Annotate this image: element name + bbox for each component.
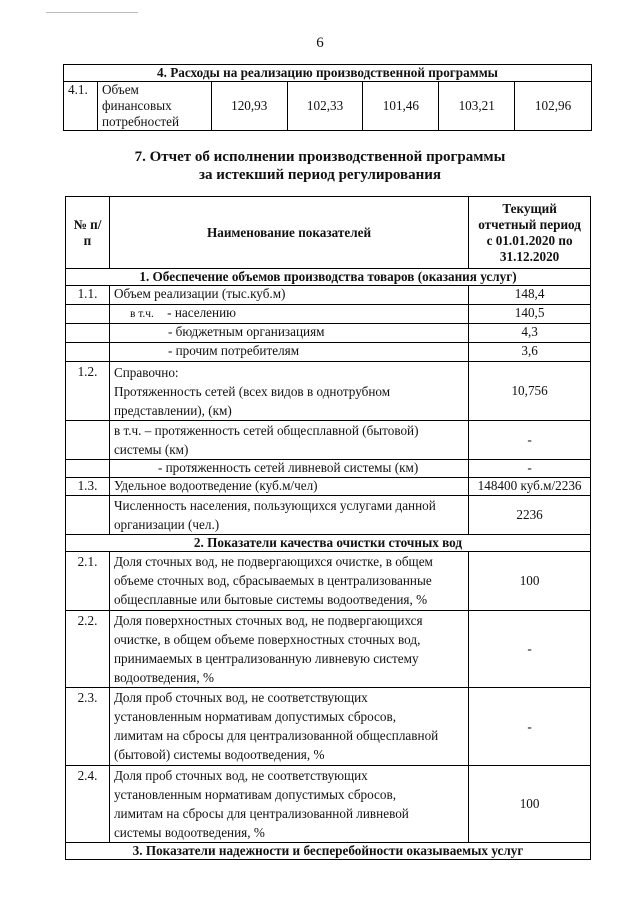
row-number: [66, 324, 110, 343]
name-line: финансовых: [101, 98, 172, 113]
row-value: -: [469, 688, 591, 766]
col-header-num-text: № п/п: [73, 216, 102, 248]
row-number: [66, 496, 110, 535]
row-name: Объем реализации (тыс.куб.м): [109, 286, 468, 305]
row-number: [66, 460, 110, 478]
name-line: Протяженность сетей (всех видов в однотрубном: [113, 384, 391, 399]
table-row: [66, 362, 591, 421]
row-number: 2.3.: [66, 688, 110, 766]
table-expenses: [63, 64, 592, 131]
section-header: 1. Обеспечение объемов производства товаров (оказания услуг): [66, 269, 591, 286]
row-name: [109, 688, 468, 766]
section-header: 2. Показатели качества очистки сточных вод: [66, 535, 591, 552]
table-row: [66, 552, 591, 611]
row-value: -: [469, 611, 591, 688]
row-name: [109, 766, 468, 843]
row-number: [66, 421, 110, 460]
col-header-period: [469, 197, 591, 269]
row-number: 1.3.: [66, 478, 110, 496]
row-value: 10,756: [469, 362, 591, 421]
table-row: [66, 324, 591, 343]
name-line: Доля поверхностных сточных вод, не подвергающихся: [113, 613, 423, 628]
name-line: представлении), (км): [113, 403, 232, 418]
row-number: [66, 343, 110, 362]
row-number: 4.1.: [64, 82, 98, 131]
section-title-line2: за истекший период регулирования: [198, 167, 442, 183]
value-cell: 102,33: [287, 82, 363, 131]
row-name: - протяженность сетей ливневой системы (км): [109, 460, 468, 478]
name-line: принимаемых в централизованную ливневую систему: [113, 651, 419, 666]
name-line: организации (чел.): [113, 517, 220, 532]
name-line: в т.ч. – протяженность сетей общесплавной (бытовой): [113, 423, 419, 438]
name-line: установленным нормативам допустимых сбросов,: [113, 787, 397, 802]
name-line: системы водоотведения, %: [113, 825, 265, 840]
name-line: Доля проб сточных вод, не соответствующих: [113, 768, 368, 783]
row-value: 3,6: [469, 343, 591, 362]
row-value: 148,4: [469, 286, 591, 305]
section-header: 3. Показатели надежности и бесперебойности оказываемых услуг: [66, 843, 591, 860]
row-name: [109, 611, 468, 688]
table-row: [66, 343, 591, 362]
name-line: системы (км): [113, 442, 189, 457]
row-name-text: - населению: [167, 305, 236, 320]
table-row: [66, 611, 591, 688]
name-line: установленным нормативам допустимых сбросов,: [113, 709, 397, 724]
row-value: 4,3: [469, 324, 591, 343]
row-name: [109, 421, 468, 460]
section-title-line1: 7. Отчет об исполнении производственной программы: [134, 149, 506, 165]
name-line: Справочно:: [113, 365, 179, 380]
row-name: [109, 552, 468, 611]
table-row: [66, 766, 591, 843]
table-row: [64, 82, 592, 131]
value-cell: 120,93: [211, 82, 287, 131]
row-name: [109, 362, 468, 421]
table-row: [66, 460, 591, 478]
row-value: 100: [469, 552, 591, 611]
corner-mark: [46, 12, 138, 13]
name-line: общесплавные или бытовые системы водоотведения, %: [113, 592, 428, 607]
name-line: Доля проб сточных вод, не соответствующих: [113, 690, 368, 705]
row-name: [109, 305, 468, 324]
period-line: отчетный период: [478, 216, 581, 232]
row-name: Удельное водоотведение (куб.м/чел): [109, 478, 468, 496]
period-line: с 01.01.2020 по: [486, 232, 573, 248]
period-line: 31.12.2020: [499, 248, 560, 264]
table-row: [66, 478, 591, 496]
table-row: [66, 688, 591, 766]
period-line: Текущий: [502, 200, 557, 216]
row-prefix: в т.ч.: [129, 308, 154, 320]
row-number: 1.1.: [66, 286, 110, 305]
row-value: 100: [469, 766, 591, 843]
name-line: очистке, в общем объеме поверхностных сточных вод,: [113, 632, 421, 647]
name-line: Доля сточных вод, не подвергающихся очистке, в общем: [113, 554, 433, 569]
value-cell: 102,96: [515, 82, 592, 131]
row-value: 140,5: [469, 305, 591, 324]
table-row: [66, 421, 591, 460]
value-cell: 101,46: [363, 82, 439, 131]
section-title: [0, 148, 640, 184]
page-number: 6: [316, 35, 324, 51]
table-row: [66, 305, 591, 324]
row-number: 2.1.: [66, 552, 110, 611]
row-value: -: [469, 460, 591, 478]
row-number: 1.2.: [66, 362, 110, 421]
row-name: [109, 496, 468, 535]
name-line: лимитам на сбросы для централизованной общесплавной: [113, 728, 439, 743]
table-row: [66, 496, 591, 535]
row-name: [97, 82, 211, 131]
row-value: 148400 куб.м/2236: [469, 478, 591, 496]
row-name: - бюджетным организациям: [109, 324, 468, 343]
col-header-num: [66, 197, 110, 269]
row-number: [66, 305, 110, 324]
table4-header: 4. Расходы на реализацию производственной программы: [64, 65, 592, 82]
table-report: [65, 196, 591, 860]
value-cell: 103,21: [439, 82, 515, 131]
row-number: 2.4.: [66, 766, 110, 843]
name-line: Объем: [101, 82, 139, 97]
name-line: лимитам на сбросы для централизованной ливневой: [113, 806, 409, 821]
name-line: (бытовой) системы водоотведения, %: [113, 747, 325, 762]
name-line: объеме сточных вод, сбрасываемых в централизованные: [113, 573, 432, 588]
name-line: Численность населения, пользующихся услугами данной: [113, 498, 436, 513]
row-value: 2236: [469, 496, 591, 535]
name-line: потребностей: [101, 114, 180, 129]
col-header-name: Наименование показателей: [109, 197, 468, 269]
table-row: [66, 286, 591, 305]
row-value: -: [469, 421, 591, 460]
row-name: - прочим потребителям: [109, 343, 468, 362]
name-line: водоотведения, %: [113, 670, 214, 685]
row-number: 2.2.: [66, 611, 110, 688]
